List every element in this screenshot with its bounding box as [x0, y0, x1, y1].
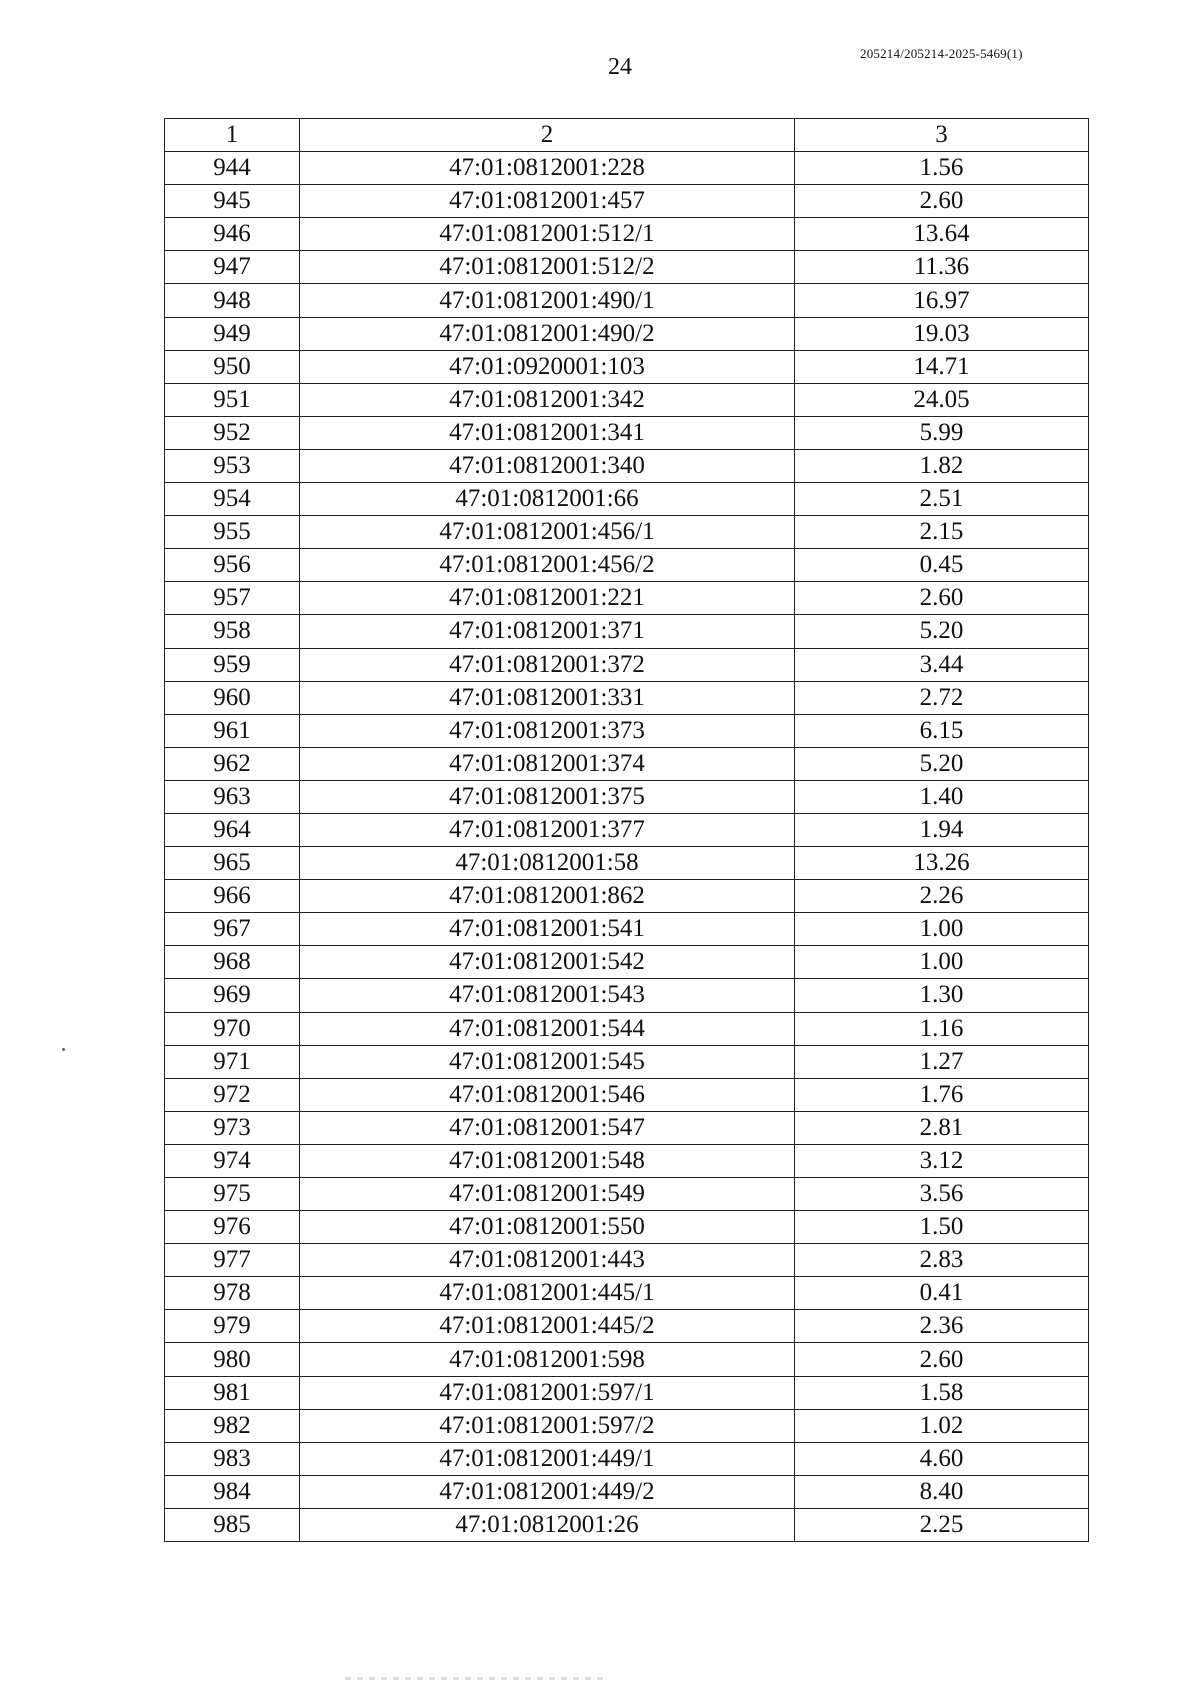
- cadastral-number-cell: 47:01:0812001:456/1: [300, 516, 795, 549]
- table-row: [165, 284, 1089, 317]
- table-body: [165, 152, 1089, 1542]
- table-row: [165, 251, 1089, 284]
- area-cell: 5.20: [795, 615, 1089, 648]
- table-row: [165, 847, 1089, 880]
- area-cell: 13.64: [795, 218, 1089, 251]
- area-cell: 14.71: [795, 350, 1089, 383]
- area-cell: 3.56: [795, 1178, 1089, 1211]
- table-row: [165, 549, 1089, 582]
- area-cell: 2.60: [795, 1343, 1089, 1376]
- area-cell: 1.00: [795, 913, 1089, 946]
- margin-mark: [62, 1048, 65, 1051]
- table-row: [165, 582, 1089, 615]
- document-reference: 205214/205214-2025-5469(1): [860, 46, 1023, 61]
- table-row: [165, 780, 1089, 813]
- cadastral-number-cell: 47:01:0812001:58: [300, 847, 795, 880]
- table-row: [165, 747, 1089, 780]
- area-cell: 13.26: [795, 847, 1089, 880]
- cadastral-number-cell: 47:01:0812001:375: [300, 780, 795, 813]
- cadastral-number-cell: 47:01:0812001:547: [300, 1111, 795, 1144]
- area-cell: 1.82: [795, 449, 1089, 482]
- row-number-cell: 968: [165, 946, 300, 979]
- table-row: [165, 1144, 1089, 1177]
- table-row: [165, 1475, 1089, 1508]
- row-number-cell: 957: [165, 582, 300, 615]
- row-number-cell: 977: [165, 1244, 300, 1277]
- area-cell: 1.02: [795, 1409, 1089, 1442]
- column-header-2: 2: [300, 119, 795, 152]
- row-number-cell: 976: [165, 1211, 300, 1244]
- cadastral-number-cell: 47:01:0812001:373: [300, 714, 795, 747]
- cadastral-number-cell: 47:01:0812001:445/1: [300, 1277, 795, 1310]
- cadastral-number-cell: 47:01:0812001:541: [300, 913, 795, 946]
- table-row: [165, 317, 1089, 350]
- cadastral-number-cell: 47:01:0812001:512/2: [300, 251, 795, 284]
- cadastral-number-cell: 47:01:0812001:490/2: [300, 317, 795, 350]
- table-row: [165, 449, 1089, 482]
- area-cell: 2.81: [795, 1111, 1089, 1144]
- row-number-cell: 967: [165, 913, 300, 946]
- area-cell: 2.25: [795, 1508, 1089, 1541]
- table-row: [165, 913, 1089, 946]
- table-row: [165, 516, 1089, 549]
- cadastral-number-cell: 47:01:0812001:341: [300, 416, 795, 449]
- cadastral-number-cell: 47:01:0920001:103: [300, 350, 795, 383]
- cadastral-number-cell: 47:01:0812001:862: [300, 880, 795, 913]
- cadastral-number-cell: 47:01:0812001:542: [300, 946, 795, 979]
- row-number-cell: 944: [165, 152, 300, 185]
- table-row: [165, 1012, 1089, 1045]
- cadastral-number-cell: 47:01:0812001:456/2: [300, 549, 795, 582]
- row-number-cell: 973: [165, 1111, 300, 1144]
- row-number-cell: 964: [165, 813, 300, 846]
- area-cell: 2.60: [795, 185, 1089, 218]
- area-cell: 1.40: [795, 780, 1089, 813]
- area-cell: 2.26: [795, 880, 1089, 913]
- row-number-cell: 965: [165, 847, 300, 880]
- area-cell: 5.99: [795, 416, 1089, 449]
- table-row: [165, 1508, 1089, 1541]
- cadastral-number-cell: 47:01:0812001:597/2: [300, 1409, 795, 1442]
- table-row: [165, 681, 1089, 714]
- table-row: [165, 416, 1089, 449]
- area-cell: 1.27: [795, 1045, 1089, 1078]
- table-row: [165, 615, 1089, 648]
- table-row: [165, 946, 1089, 979]
- table-row: [165, 1442, 1089, 1475]
- cadastral-number-cell: 47:01:0812001:512/1: [300, 218, 795, 251]
- cadastral-number-cell: 47:01:0812001:371: [300, 615, 795, 648]
- area-cell: 1.76: [795, 1078, 1089, 1111]
- column-header-1: 1: [165, 119, 300, 152]
- row-number-cell: 970: [165, 1012, 300, 1045]
- cadastral-number-cell: 47:01:0812001:549: [300, 1178, 795, 1211]
- row-number-cell: 985: [165, 1508, 300, 1541]
- cadastral-number-cell: 47:01:0812001:449/2: [300, 1475, 795, 1508]
- area-cell: 4.60: [795, 1442, 1089, 1475]
- parcel-table: [164, 118, 1089, 1542]
- table-row: [165, 1409, 1089, 1442]
- table-row: [165, 813, 1089, 846]
- footer-scan-mark: [345, 1677, 605, 1680]
- cadastral-number-cell: 47:01:0812001:374: [300, 747, 795, 780]
- row-number-cell: 956: [165, 549, 300, 582]
- cadastral-number-cell: 47:01:0812001:545: [300, 1045, 795, 1078]
- row-number-cell: 945: [165, 185, 300, 218]
- row-number-cell: 951: [165, 383, 300, 416]
- area-cell: 11.36: [795, 251, 1089, 284]
- table-row: [165, 714, 1089, 747]
- row-number-cell: 950: [165, 350, 300, 383]
- row-number-cell: 962: [165, 747, 300, 780]
- table-row: [165, 1343, 1089, 1376]
- cadastral-number-cell: 47:01:0812001:543: [300, 979, 795, 1012]
- area-cell: 2.51: [795, 483, 1089, 516]
- table-row: [165, 1277, 1089, 1310]
- cadastral-number-cell: 47:01:0812001:490/1: [300, 284, 795, 317]
- cadastral-number-cell: 47:01:0812001:340: [300, 449, 795, 482]
- row-number-cell: 981: [165, 1376, 300, 1409]
- cadastral-number-cell: 47:01:0812001:342: [300, 383, 795, 416]
- row-number-cell: 982: [165, 1409, 300, 1442]
- table-row: [165, 383, 1089, 416]
- area-cell: 0.45: [795, 549, 1089, 582]
- row-number-cell: 953: [165, 449, 300, 482]
- cadastral-number-cell: 47:01:0812001:548: [300, 1144, 795, 1177]
- cadastral-number-cell: 47:01:0812001:443: [300, 1244, 795, 1277]
- area-cell: 1.56: [795, 152, 1089, 185]
- area-cell: 1.50: [795, 1211, 1089, 1244]
- area-cell: 2.83: [795, 1244, 1089, 1277]
- table-row: [165, 979, 1089, 1012]
- cadastral-number-cell: 47:01:0812001:331: [300, 681, 795, 714]
- table-row: [165, 152, 1089, 185]
- cadastral-number-cell: 47:01:0812001:597/1: [300, 1376, 795, 1409]
- row-number-cell: 948: [165, 284, 300, 317]
- cadastral-number-cell: 47:01:0812001:445/2: [300, 1310, 795, 1343]
- table-row: [165, 1211, 1089, 1244]
- table-row: [165, 1111, 1089, 1144]
- cadastral-number-cell: 47:01:0812001:26: [300, 1508, 795, 1541]
- area-cell: 2.72: [795, 681, 1089, 714]
- area-cell: 8.40: [795, 1475, 1089, 1508]
- row-number-cell: 960: [165, 681, 300, 714]
- table-row: [165, 1310, 1089, 1343]
- row-number-cell: 972: [165, 1078, 300, 1111]
- area-cell: 2.15: [795, 516, 1089, 549]
- area-cell: 1.30: [795, 979, 1089, 1012]
- area-cell: 1.00: [795, 946, 1089, 979]
- table-row: [165, 218, 1089, 251]
- table-row: [165, 648, 1089, 681]
- area-cell: 24.05: [795, 383, 1089, 416]
- table-row: [165, 185, 1089, 218]
- row-number-cell: 963: [165, 780, 300, 813]
- row-number-cell: 969: [165, 979, 300, 1012]
- row-number-cell: 983: [165, 1442, 300, 1475]
- cadastral-number-cell: 47:01:0812001:228: [300, 152, 795, 185]
- table-row: [165, 1178, 1089, 1211]
- cadastral-number-cell: 47:01:0812001:598: [300, 1343, 795, 1376]
- row-number-cell: 975: [165, 1178, 300, 1211]
- area-cell: 6.15: [795, 714, 1089, 747]
- row-number-cell: 955: [165, 516, 300, 549]
- row-number-cell: 961: [165, 714, 300, 747]
- row-number-cell: 958: [165, 615, 300, 648]
- row-number-cell: 984: [165, 1475, 300, 1508]
- table-row: [165, 350, 1089, 383]
- area-cell: 1.94: [795, 813, 1089, 846]
- area-cell: 1.16: [795, 1012, 1089, 1045]
- page-number: 24: [608, 54, 632, 80]
- cadastral-number-cell: 47:01:0812001:550: [300, 1211, 795, 1244]
- row-number-cell: 971: [165, 1045, 300, 1078]
- cadastral-number-cell: 47:01:0812001:377: [300, 813, 795, 846]
- cadastral-number-cell: 47:01:0812001:221: [300, 582, 795, 615]
- table-row: [165, 1244, 1089, 1277]
- table-row: [165, 1045, 1089, 1078]
- row-number-cell: 947: [165, 251, 300, 284]
- row-number-cell: 959: [165, 648, 300, 681]
- table-row: [165, 483, 1089, 516]
- area-cell: 2.36: [795, 1310, 1089, 1343]
- table-row: [165, 880, 1089, 913]
- area-cell: 2.60: [795, 582, 1089, 615]
- row-number-cell: 978: [165, 1277, 300, 1310]
- cadastral-number-cell: 47:01:0812001:544: [300, 1012, 795, 1045]
- row-number-cell: 946: [165, 218, 300, 251]
- area-cell: 0.41: [795, 1277, 1089, 1310]
- area-cell: 3.12: [795, 1144, 1089, 1177]
- row-number-cell: 949: [165, 317, 300, 350]
- area-cell: 5.20: [795, 747, 1089, 780]
- cadastral-number-cell: 47:01:0812001:449/1: [300, 1442, 795, 1475]
- table-row: [165, 1376, 1089, 1409]
- row-number-cell: 966: [165, 880, 300, 913]
- area-cell: 3.44: [795, 648, 1089, 681]
- area-cell: 19.03: [795, 317, 1089, 350]
- cadastral-number-cell: 47:01:0812001:372: [300, 648, 795, 681]
- row-number-cell: 980: [165, 1343, 300, 1376]
- row-number-cell: 952: [165, 416, 300, 449]
- row-number-cell: 954: [165, 483, 300, 516]
- cadastral-number-cell: 47:01:0812001:546: [300, 1078, 795, 1111]
- table-row: [165, 1078, 1089, 1111]
- area-cell: 1.58: [795, 1376, 1089, 1409]
- row-number-cell: 979: [165, 1310, 300, 1343]
- cadastral-number-cell: 47:01:0812001:66: [300, 483, 795, 516]
- area-cell: 16.97: [795, 284, 1089, 317]
- column-header-3: 3: [795, 119, 1089, 152]
- row-number-cell: 974: [165, 1144, 300, 1177]
- table-header-row: [165, 119, 1089, 152]
- cadastral-number-cell: 47:01:0812001:457: [300, 185, 795, 218]
